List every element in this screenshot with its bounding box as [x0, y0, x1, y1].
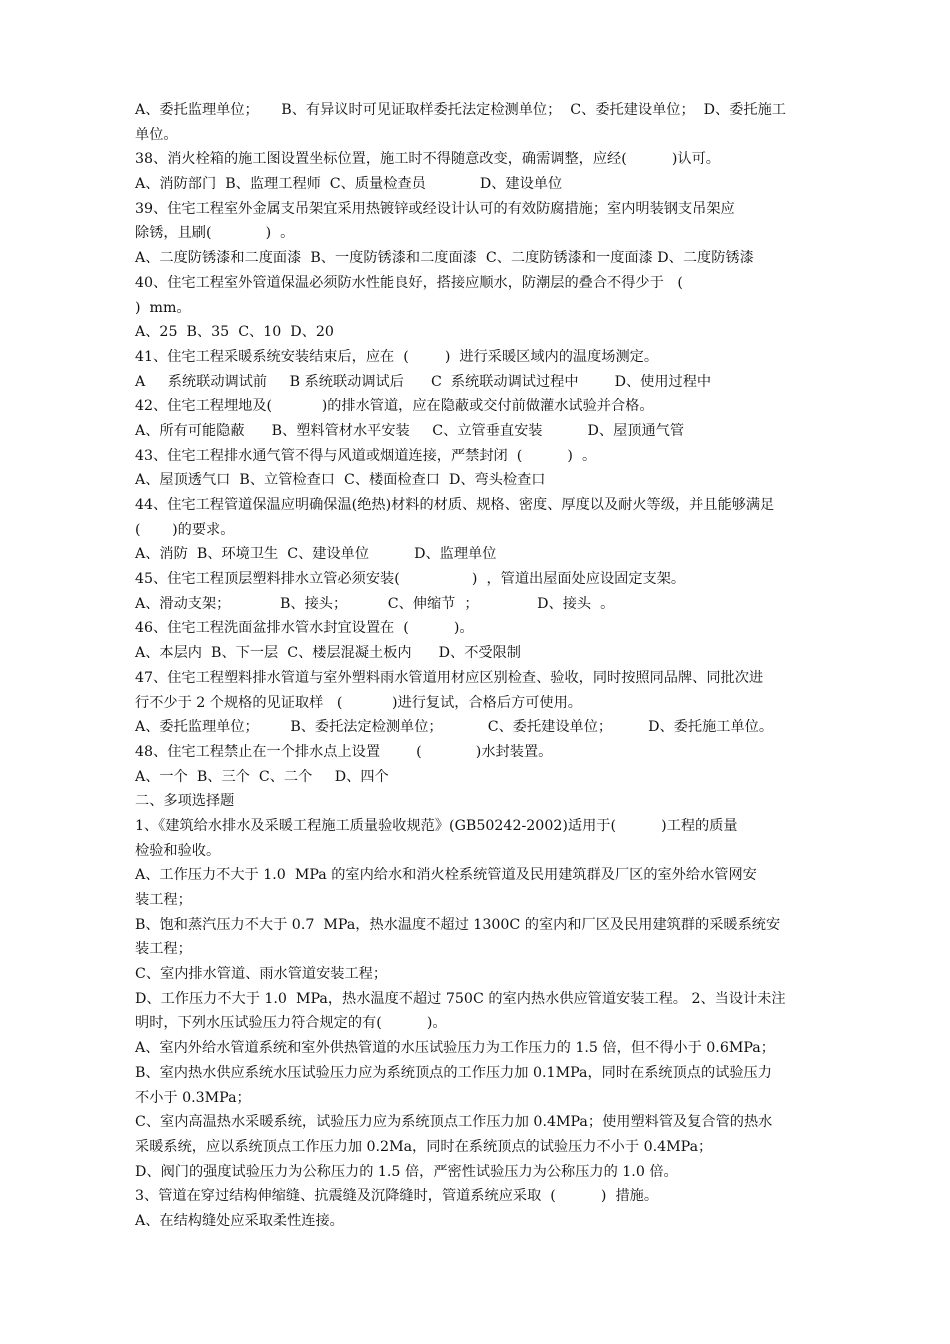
text-line: A、委托监理单位； B、委托法定检测单位； C、委托建设单位； D、委托施工单位。	[135, 719, 774, 736]
text-line: B、饱和蒸汽压力不大于 0.7 MPa，热水温度不超过 1300C 的室内和厂区及民用建筑群的采暖系统安	[135, 916, 781, 933]
text-line: A、所有可能隐蔽 B、塑料管材水平安装 C、立管垂直安装 D、屋顶通气管	[135, 422, 685, 439]
text-line: ) mm。	[135, 299, 191, 316]
text-line: A、25 B、35 C、10 D、20	[135, 324, 334, 341]
text-line: 除锈，且刷( ) 。	[135, 225, 295, 242]
text-line: 41、住宅工程采暖系统安装结束后，应在 ( ) 进行采暖区域内的温度场测定。	[135, 348, 659, 365]
text-line: 二、多项选择题	[135, 793, 235, 810]
text-line: 1、《建筑给水排水及采暖工程施工质量验收规范》(GB50242-2002)适用于( )工程的质量	[135, 817, 738, 834]
text-line: 行不少于 2 个规格的见证取样 ( )进行复试，合格后方可使用。	[135, 694, 582, 711]
text-line: D、阀门的强度试验压力为公称压力的 1.5 倍，严密性试验压力为公称压力的 1.0 倍。	[135, 1163, 678, 1180]
text-line: A、屋顶透气口 B、立管检查口 C、楼面检查口 D、弯头检查口	[135, 472, 546, 489]
text-line: 39、住宅工程室外金属支吊架宜采用热镀锌或经设计认可的有效防腐措施；室内明装钢支吊架应	[135, 200, 735, 217]
text-line: D、工作压力不大于 1.0 MPa，热水温度不超过 750C 的室内热水供应管道安装工程。 2、当设计未注	[135, 990, 786, 1007]
text-line: A、一个 B、三个 C、二个 D、四个	[135, 768, 389, 785]
text-line: 45、住宅工程顶层塑料排水立管必须安装( ) ，管道出屋面处应设固定支架。	[135, 571, 686, 588]
text-line: ( )的要求。	[135, 521, 235, 538]
text-line: A、消防部门 B、监理工程师 C、质量检查员 D、建设单位	[135, 176, 563, 193]
text-line: 43、住宅工程排水通气管不得与风道或烟道连接，严禁封闭 ( ) 。	[135, 447, 597, 464]
text-line: A、二度防锈漆和二度面漆 B、一度防锈漆和二度面漆 C、二度防锈漆和一度面漆 D、二度防锈漆	[135, 250, 754, 267]
text-line: 明时，下列水压试验压力符合规定的有( )。	[135, 1015, 447, 1032]
text-line: 3、管道在穿过结构伸缩缝、抗震缝及沉降缝时，管道系统应采取 ( ) 措施。	[135, 1188, 659, 1205]
text-line: A、在结构缝处应采取柔性连接。	[135, 1212, 344, 1229]
text-line: 装工程；	[135, 892, 192, 908]
text-line: A、滑动支架； B、接头； C、伸缩节 ； D、接头 。	[135, 595, 615, 612]
text-line: 装工程；	[135, 941, 192, 958]
text-line: A 系统联动调试前 B 系统联动调试后 C 系统联动调试过程中 D、使用过程中	[135, 373, 712, 390]
text-line: 38、消火栓箱的施工图设置坐标位置，施工时不得随意改变，确需调整，应经( )认可。	[135, 151, 720, 168]
text-line: B、室内热水供应系统水压试验压力应为系统顶点的工作压力加 0.1MPa，同时在系统顶点的试验压力	[135, 1064, 772, 1081]
text-line: 42、住宅工程埋地及( )的排水管道，应在隐蔽或交付前做灌水试验并合格。	[135, 398, 654, 415]
text-line: A、室内外给水管道系统和室外供热管道的水压试验压力为工作压力的 1.5 倍，但不得小于 0.6MPa；	[135, 1040, 775, 1057]
text-line: A、消防 B、环境卫生 C、建设单位 D、监理单位	[135, 546, 497, 563]
text-line: 不小于 0.3MPa；	[135, 1089, 251, 1106]
text-line: A、工作压力不大于 1.0 MPa 的室内给水和消火栓系统管道及民用建筑群及厂区的室外给水管网安	[135, 867, 757, 884]
text-line: 检验和验收。	[135, 842, 221, 859]
text-line: C、室内排水管道、雨水管道安装工程；	[135, 966, 388, 983]
text-line: 40、住宅工程室外管道保温必须防水性能良好，搭接应顺水，防潮层的叠合不得少于 (	[135, 274, 683, 291]
document-page	[135, 98, 863, 1234]
text-line: 单位。	[135, 126, 178, 143]
text-line: 44、住宅工程管道保温应明确保温(绝热)材料的材质、规格、密度、厚度以及耐火等级，并且能够满足	[135, 497, 775, 513]
text-line: 46、住宅工程洗面盆排水管水封宜设置在 ( )。	[135, 620, 474, 637]
text-line: 47、住宅工程塑料排水管道与室外塑料雨水管道用材应区别检查、验收，同时按照同品牌、同批次进	[135, 669, 764, 686]
text-line: 48、住宅工程禁止在一个排水点上设置 ( )水封装置。	[135, 743, 553, 760]
text-line: C、室内高温热水采暖系统，试验压力应为系统顶点工作压力加 0.4MPa；使用塑料管及复合管的热水	[135, 1114, 773, 1131]
text-line: A、委托监理单位； B、有异议时可见证取样委托法定检测单位； C、委托建设单位； D、委托施工	[135, 102, 786, 118]
text-line: 采暖系统，应以系统顶点工作压力加 0.2Ma，同时在系统顶点的试验压力不小于 0.4MPa；	[135, 1138, 713, 1155]
text-line: A、本层内 B、下一层 C、楼层混凝土板内 D、不受限制	[135, 645, 521, 662]
